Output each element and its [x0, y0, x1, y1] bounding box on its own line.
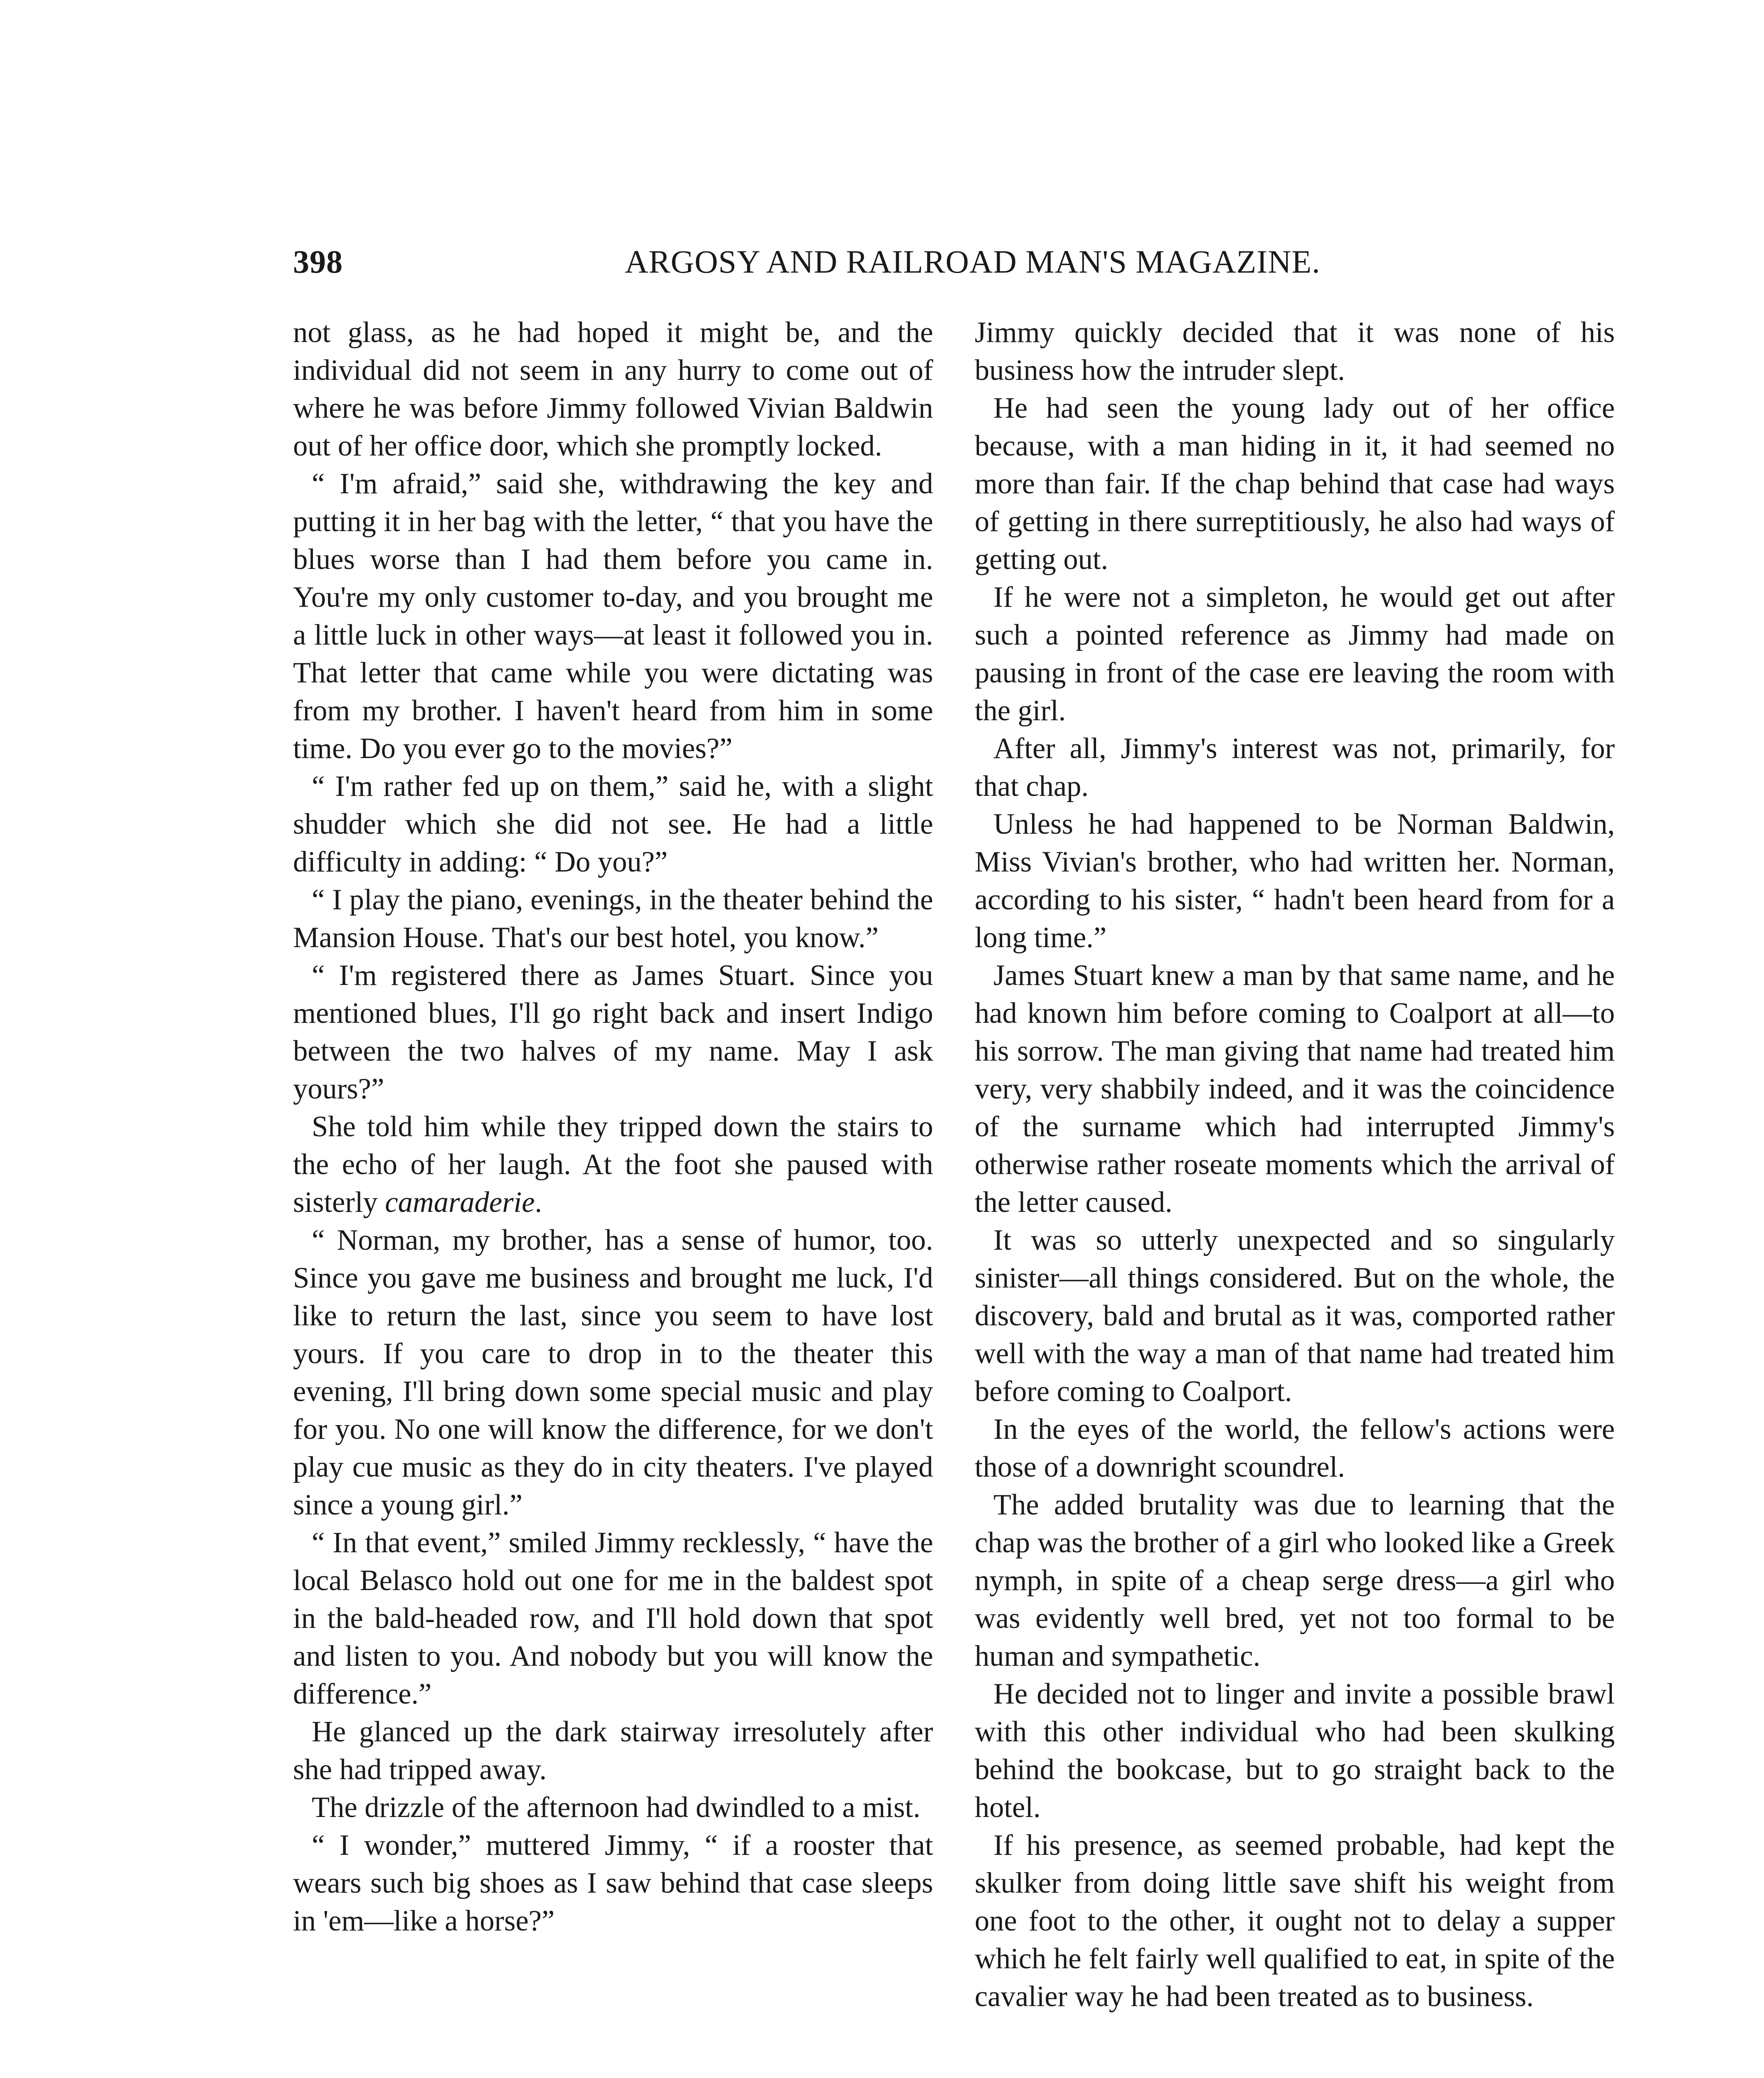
paragraph: After all, Jimmy's interest was not, primarily, for that chap.	[975, 732, 1615, 803]
paragraph-text: She told him while they tripped down the stairs to the echo of her laugh. At the foot she paused with sisterly	[293, 1110, 933, 1219]
paragraph: If his presence, as seemed probable, had kept the skulker from doing little save shift his weight from one foot to the other, it ought not to delay a supper which he felt fairly well qualified to eat, in spite of the cavalier way he had been treated as to business.	[975, 1829, 1615, 2013]
page-number: 398	[293, 244, 343, 280]
running-title: ARGOSY AND RAILROAD MAN'S MAGAZINE.	[625, 244, 1321, 280]
paragraph: not glass, as he had hoped it might be, and the individual did not seem in any hurry to come out of where he was before Jimmy followed Vivian Baldwin out of her office door, which she promptly locked.	[293, 316, 933, 462]
paragraph: “ I wonder,” muttered Jimmy, “ if a rooster that wears such big shoes as I saw behind that case sleeps in 'em—like a horse?”	[293, 1829, 933, 1937]
paragraph: Unless he had happened to be Norman Baldwin, Miss Vivian's brother, who had written her. Norman, according to his sister, “ hadn't been heard from for a long time.”	[975, 808, 1615, 954]
paragraph: James Stuart knew a man by that same name, and he had known him before coming to Coalport at all—to his sorrow. The man giving that name had treated him very, very shabbily indeed, and it was the coincidence of the surname which had interrupted Jimmy's otherwise rather roseate moments which the arrival of the letter caused.	[975, 959, 1615, 1219]
paragraph: “ In that event,” smiled Jimmy recklessly, “ have the local Belasco hold out one for me in the baldest spot in the bald-headed row, and I'll hold down that spot and listen to you. And nobody but you will know the difference.”	[293, 1526, 933, 1710]
paragraph: “ I play the piano, evenings, in the theater behind the Mansion House. That's our best hotel, you know.”	[293, 884, 933, 954]
paragraph-text: .	[535, 1186, 542, 1219]
page-header	[293, 243, 1403, 289]
paragraph: If he were not a simpleton, he would get out after such a pointed reference as Jimmy had made on pausing in front of the case ere leaving the room with the girl.	[975, 581, 1615, 727]
paragraph: The drizzle of the afternoon had dwindled to a mist.	[312, 1791, 921, 1824]
italic-word: camaraderie	[385, 1186, 535, 1219]
paragraph	[293, 1108, 933, 1221]
paragraph: He decided not to linger and invite a possible brawl with this other individual who had been skulking behind the bookcase, but to go straight back to the hotel.	[975, 1678, 1615, 1824]
paragraph: In the eyes of the world, the fellow's actions were those of a downright scoundrel.	[975, 1413, 1615, 1483]
paragraph: “ I'm registered there as James Stuart. Since you mentioned blues, I'll go right back and insert Indigo between the two halves of my name. May I ask yours?”	[293, 959, 933, 1105]
paragraph: He glanced up the dark stairway irresolutely after she had tripped away.	[293, 1716, 933, 1786]
paragraph: He had seen the young lady out of her office because, with a man hiding in it, it had seemed no more than fair. If the chap behind that case had ways of getting in there surreptitiously, he also had ways of getting out.	[975, 392, 1615, 576]
left-column	[293, 314, 933, 2078]
paragraph: The added brutality was due to learning that the chap was the brother of a girl who looked like a Greek nymph, in spite of a cheap serge dress—a girl who was evidently well bred, yet not too formal to be human and sympathetic.	[975, 1489, 1615, 1672]
paragraph: “ I'm rather fed up on them,” said he, with a slight shudder which she did not see. He had a little difficulty in adding: “ Do you?”	[293, 770, 933, 878]
paragraph: Jimmy quickly decided that it was none of his business how the intruder slept.	[975, 316, 1615, 387]
paragraph: “ I'm afraid,” said she, withdrawing the key and putting it in her bag with the letter, “ that you have the blues worse than I had them before you came in. You're my only customer to-day, and you brought me a little luck in other ways—at least it followed you in. That letter that came while you were dictating was from my brother. I haven't heard from him in some time. Do you ever go to the movies?”	[293, 468, 933, 765]
paragraph: “ Norman, my brother, has a sense of humor, too. Since you gave me business and brought me luck, I'd like to return the last, since you seem to have lost yours. If you care to drop in to the theater this evening, I'll bring down some special music and play for you. No one will know the difference, for we don't play cue music as they do in city theaters. I've played since a young girl.”	[293, 1224, 933, 1521]
paragraph: It was so utterly unexpected and so singularly sinister—all things considered. But on the whole, the discovery, bald and brutal as it was, comported rather well with the way a man of that name had treated him before coming to Coalport.	[975, 1224, 1615, 1408]
right-column	[975, 314, 1615, 2078]
